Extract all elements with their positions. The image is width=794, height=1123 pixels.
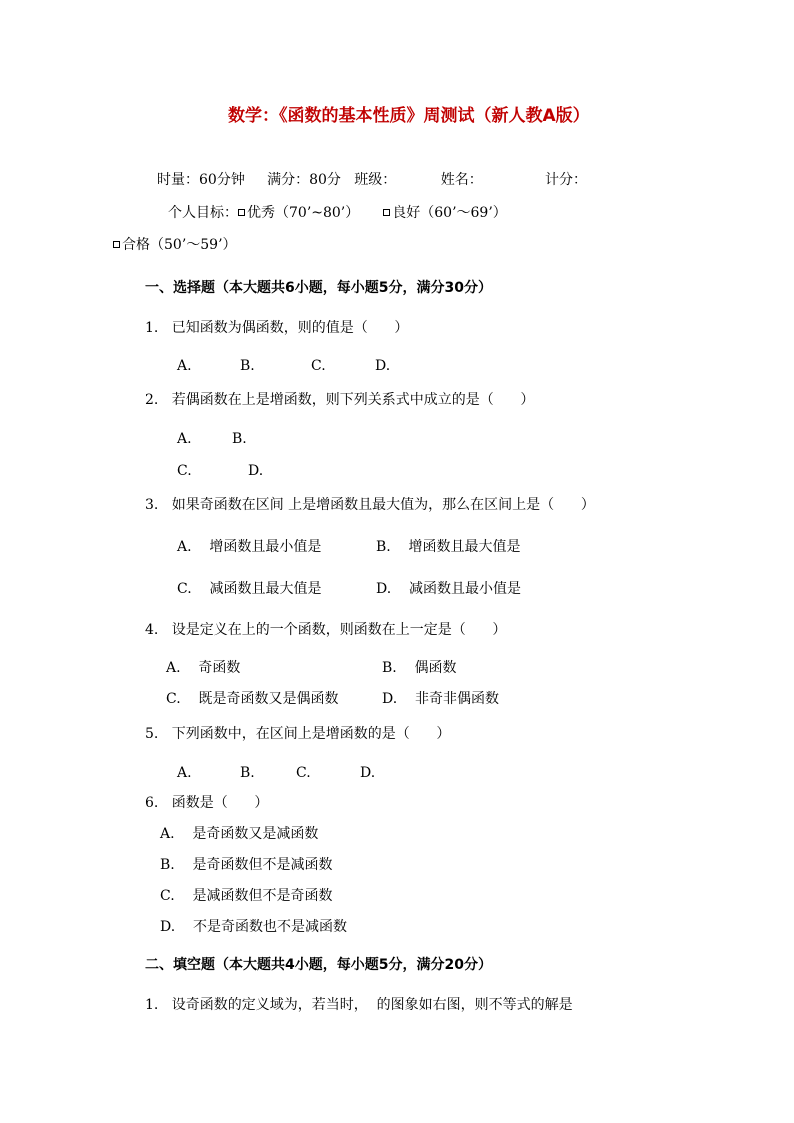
q4-option-a: A. 奇函数 <box>166 660 241 676</box>
question-3-stem: 3. 如果奇函数在区间 上是增函数且最大值为，那么在区间上是（ ） <box>145 497 595 513</box>
q6-option-a: A. 是奇函数又是减函数 <box>160 826 319 842</box>
question-6-stem: 6. 函数是（ ） <box>145 795 269 811</box>
question-5-stem: 5. 下列函数中，在区间上是增函数的是（ ） <box>145 726 451 742</box>
q2-option-c: C. <box>177 463 192 479</box>
q4-option-b: B. 偶函数 <box>382 660 457 676</box>
q5-option-b: B. <box>240 765 255 781</box>
q1-option-d: D. <box>375 358 391 374</box>
q3-option-c: C. 减函数且最大值是 <box>177 581 322 597</box>
q4-option-c: C. 既是奇函数又是偶函数 <box>166 691 339 707</box>
q2-option-d: D. <box>248 463 264 479</box>
goal-option-excellent: 优秀（70’~80’） <box>247 205 360 221</box>
goal-line-2 <box>113 238 237 252</box>
goal-label: 个人目标： <box>168 205 238 221</box>
fill-question-1-stem: 1. 设奇函数的定义域为，若当时， 的图象如右图，则不等式的解是 <box>145 997 573 1013</box>
checkbox-excellent[interactable] <box>238 209 245 216</box>
question-2-stem: 2. 若偶函数在上是增函数，则下列关系式中成立的是（ ） <box>145 392 535 408</box>
q6-option-c: C. 是减函数但不是奇函数 <box>160 888 333 904</box>
goal-option-pass: 合格（50’～59’） <box>122 237 237 253</box>
q2-option-a: A. <box>177 431 192 447</box>
question-1-stem: 1. 已知函数为偶函数，则的值是（ ） <box>145 320 409 336</box>
q1-option-c: C. <box>311 358 326 374</box>
q3-option-a: A. 增函数且最小值是 <box>177 539 322 555</box>
q5-option-d: D. <box>360 765 376 781</box>
section-heading-choice: 一、选择题（本大题共6小题，每小题5分，满分30分） <box>145 280 492 296</box>
q2-option-b: B. <box>232 431 247 447</box>
q3-option-d: D. 减函数且最小值是 <box>376 581 521 597</box>
question-4-stem: 4. 设是定义在上的一个函数，则函数在上一定是（ ） <box>145 622 507 638</box>
q6-option-d: D. 不是奇函数也不是减函数 <box>160 919 347 935</box>
page-title: 数学：《函数的基本性质》周测试（新人教A版） <box>228 106 590 126</box>
q3-option-b: B. 增函数且最大值是 <box>376 539 521 555</box>
goal-option-good: 良好（60’～69’） <box>392 205 507 221</box>
q5-option-c: C. <box>296 765 311 781</box>
section-heading-fill: 二、填空题（本大题共4小题，每小题5分，满分20分） <box>145 957 492 973</box>
checkbox-pass[interactable] <box>113 241 120 248</box>
personal-goal-line <box>168 206 507 220</box>
q5-option-a: A. <box>177 765 192 781</box>
q1-option-a: A. <box>177 358 192 374</box>
q1-option-b: B. <box>240 358 255 374</box>
checkbox-good[interactable] <box>383 209 390 216</box>
q4-option-d: D. 非奇非偶函数 <box>382 691 499 707</box>
exam-info-line: 时量：60分钟 满分：80分 班级： 姓名： 计分： <box>157 172 588 188</box>
q6-option-b: B. 是奇函数但不是减函数 <box>160 857 333 873</box>
